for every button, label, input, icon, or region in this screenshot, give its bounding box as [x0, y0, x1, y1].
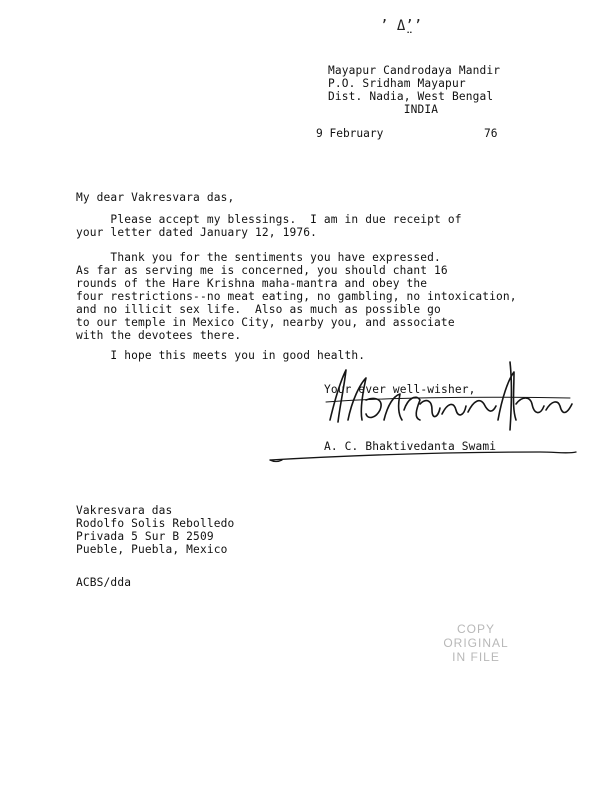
stamp-line: ORIGINAL: [443, 636, 509, 650]
recipient-address-line: Rodolfo Solis Rebolledo: [76, 517, 235, 530]
header-handwritten-mark: ’ Δ̤’’: [380, 18, 423, 34]
paragraph-line: I hope this meets you in good health.: [76, 349, 366, 362]
paragraph-line: As far as serving me is concerned, you should chant 16: [76, 264, 448, 277]
letter-year: 76: [484, 127, 498, 140]
recipient-address-line: Privada 5 Sur B 2509: [76, 530, 214, 543]
reference-initials: ACBS/dda: [76, 576, 132, 589]
paragraph-line: with the devotees there.: [76, 329, 242, 342]
paragraph-line: to our temple in Mexico City, nearby you, and associate: [76, 316, 455, 329]
sender-address-line: Dist. Nadia, West Bengal: [328, 90, 494, 103]
sender-address-line: P.O. Sridham Mayapur: [328, 77, 466, 90]
recipient-address-line: Pueble, Puebla, Mexico: [76, 543, 228, 556]
paragraph-line: rounds of the Hare Krishna maha-mantra and obey the: [76, 277, 428, 290]
stamp-line: IN FILE: [452, 650, 500, 664]
paragraph-line: and no illicit sex life. Also as much as possible go: [76, 303, 441, 316]
salutation: My dear Vakresvara das,: [76, 191, 235, 204]
sender-address-line: INDIA: [328, 103, 439, 116]
signatory-name: A. C. Bhaktivedanta Swami: [324, 440, 497, 453]
stamp-line: COPY: [456, 622, 495, 636]
paragraph-line: your letter dated January 12, 1976.: [76, 226, 317, 239]
file-copy-stamp: [436, 622, 516, 664]
letter-date: 9 February: [316, 127, 384, 140]
closing: Your ever well-wisher,: [324, 383, 476, 396]
recipient-address-line: Vakresvara das: [76, 504, 173, 517]
sender-address-line: Mayapur Candrodaya Mandir: [328, 64, 501, 77]
paragraph-line: Thank you for the sentiments you have expressed.: [76, 251, 441, 264]
paragraph-line: Please accept my blessings. I am in due receipt of: [76, 213, 462, 226]
paragraph-line: four restrictions--no meat eating, no gambling, no intoxication,: [76, 290, 517, 303]
